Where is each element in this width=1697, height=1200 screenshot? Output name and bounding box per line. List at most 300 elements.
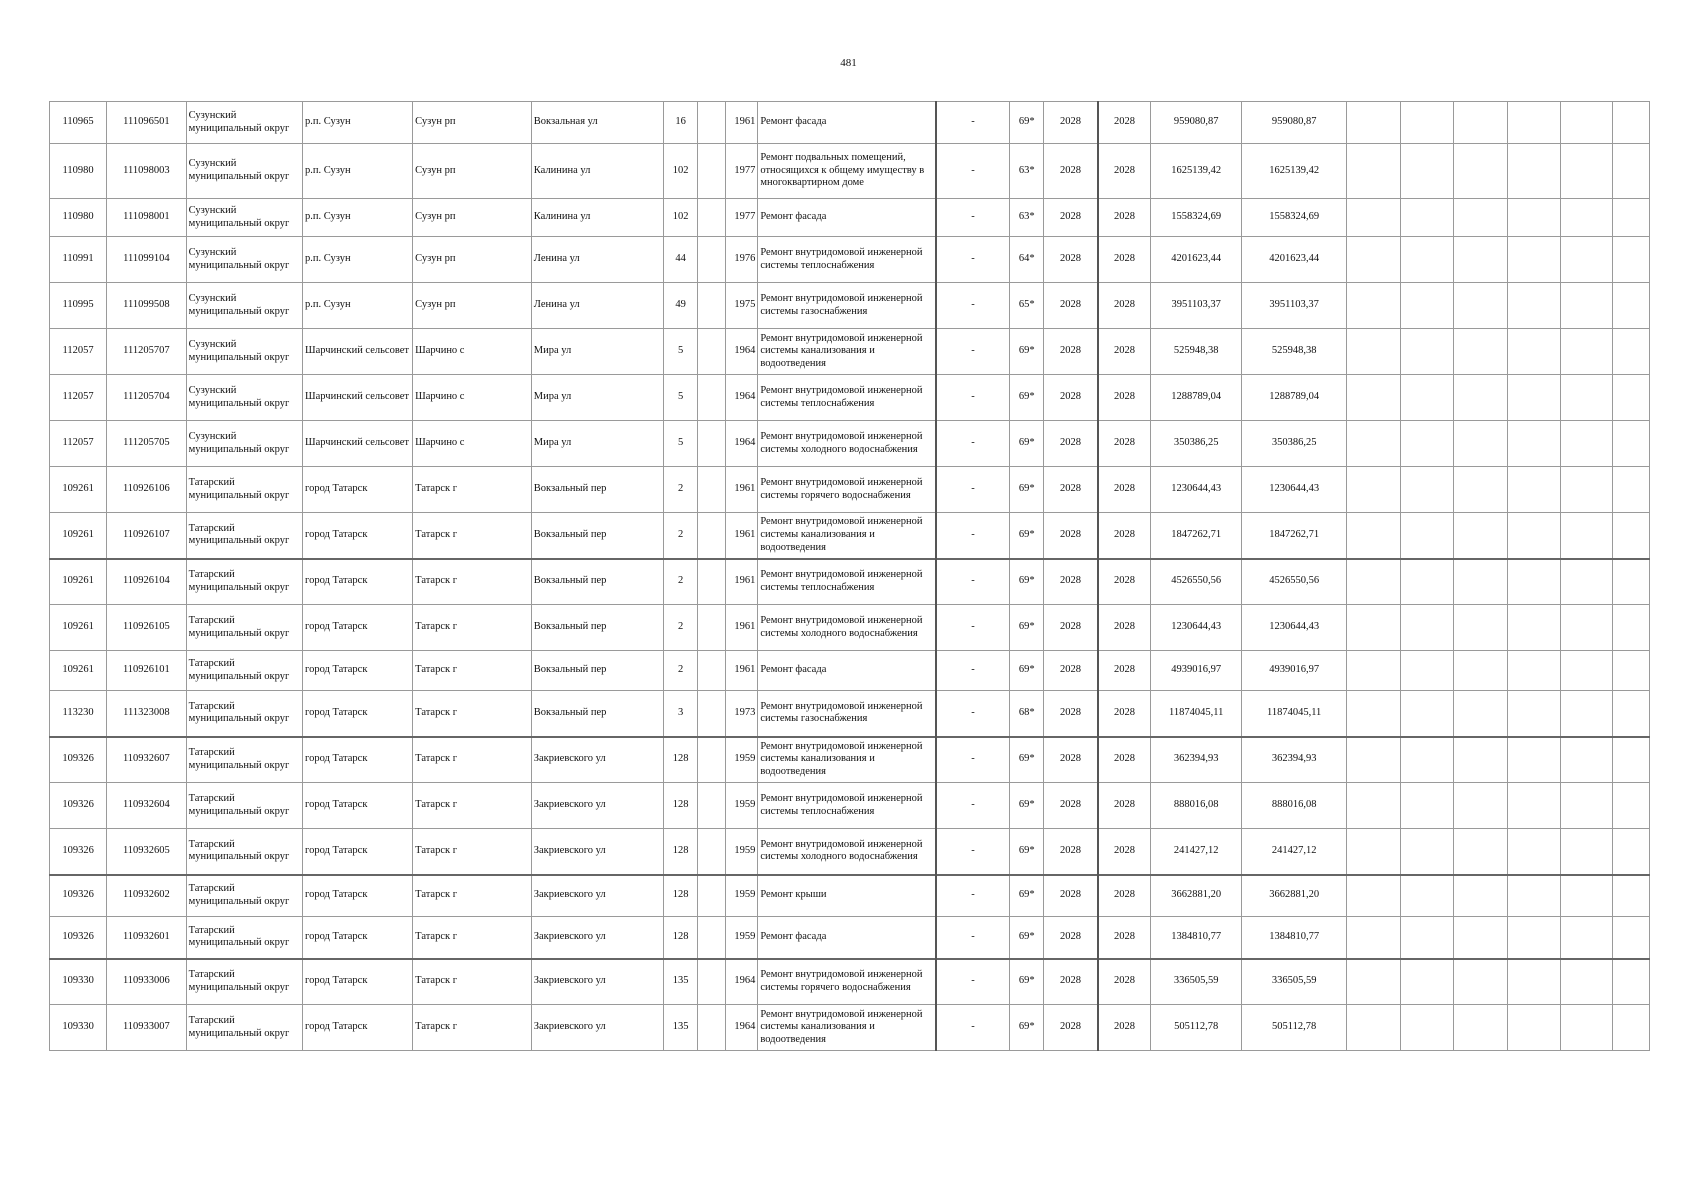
house-letter-cell bbox=[698, 959, 726, 1005]
cost-total-cell: 1625139,42 bbox=[1242, 144, 1347, 199]
house-id-cell: 109326 bbox=[50, 737, 107, 783]
build-year-cell: 1964 bbox=[725, 329, 758, 375]
cost-cell: 1288789,04 bbox=[1151, 375, 1242, 421]
work-id-cell: 111098001 bbox=[107, 199, 186, 237]
plan-year-2-cell: 2028 bbox=[1098, 651, 1151, 691]
house-letter-cell bbox=[698, 875, 726, 917]
locality-cell: Сузун рп bbox=[413, 237, 532, 283]
street-cell: Мира ул bbox=[531, 375, 663, 421]
wear-cell: 63* bbox=[1010, 144, 1044, 199]
table-row bbox=[50, 102, 1650, 144]
district-cell: Татарский муниципальный округ bbox=[186, 513, 302, 559]
work-id-cell: 111096501 bbox=[107, 102, 186, 144]
plan-year-2-cell: 2028 bbox=[1098, 329, 1151, 375]
wear-cell: 69* bbox=[1010, 1005, 1044, 1051]
dash-cell: - bbox=[936, 144, 1010, 199]
settlement-cell: Шарчинский сельсовет bbox=[303, 329, 413, 375]
empty-cell bbox=[1401, 959, 1454, 1005]
empty-cell bbox=[1507, 1005, 1560, 1051]
cost-total-cell: 1230644,43 bbox=[1242, 467, 1347, 513]
empty-cell bbox=[1507, 875, 1560, 917]
plan-year-2-cell: 2028 bbox=[1098, 199, 1151, 237]
empty-cell bbox=[1453, 875, 1507, 917]
house-number-cell: 135 bbox=[664, 1005, 698, 1051]
district-cell: Татарский муниципальный округ bbox=[186, 691, 302, 737]
empty-cell bbox=[1560, 605, 1612, 651]
house-id-cell: 110995 bbox=[50, 283, 107, 329]
settlement-cell: город Татарск bbox=[303, 917, 413, 959]
empty-cell bbox=[1401, 375, 1454, 421]
empty-cell bbox=[1347, 375, 1401, 421]
locality-cell: Татарск г bbox=[413, 467, 532, 513]
wear-cell: 69* bbox=[1010, 559, 1044, 605]
empty-cell bbox=[1401, 783, 1454, 829]
cost-cell: 959080,87 bbox=[1151, 102, 1242, 144]
work-id-cell: 110932601 bbox=[107, 917, 186, 959]
street-cell: Вокзальный пер bbox=[531, 559, 663, 605]
empty-cell bbox=[1507, 237, 1560, 283]
house-letter-cell bbox=[698, 559, 726, 605]
locality-cell: Сузун рп bbox=[413, 283, 532, 329]
empty-cell bbox=[1612, 1005, 1649, 1051]
street-cell: Вокзальный пер bbox=[531, 651, 663, 691]
dash-cell: - bbox=[936, 1005, 1010, 1051]
empty-cell bbox=[1453, 237, 1507, 283]
empty-cell bbox=[1560, 237, 1612, 283]
cost-total-cell: 4201623,44 bbox=[1242, 237, 1347, 283]
work-id-cell: 111099508 bbox=[107, 283, 186, 329]
plan-year-2-cell: 2028 bbox=[1098, 783, 1151, 829]
street-cell: Вокзальный пер bbox=[531, 691, 663, 737]
house-id-cell: 109326 bbox=[50, 875, 107, 917]
cost-cell: 241427,12 bbox=[1151, 829, 1242, 875]
wear-cell: 69* bbox=[1010, 605, 1044, 651]
empty-cell bbox=[1347, 875, 1401, 917]
cost-cell: 1625139,42 bbox=[1151, 144, 1242, 199]
work-type-cell: Ремонт подвальных помещений, относящихся к общему имуществу в многоквартирном доме bbox=[758, 144, 936, 199]
dash-cell: - bbox=[936, 691, 1010, 737]
plan-year-2-cell: 2028 bbox=[1098, 144, 1151, 199]
cost-total-cell: 1847262,71 bbox=[1242, 513, 1347, 559]
empty-cell bbox=[1453, 959, 1507, 1005]
work-type-cell: Ремонт внутридомовой инженерной системы холодного водоснабжения bbox=[758, 605, 936, 651]
wear-cell: 69* bbox=[1010, 329, 1044, 375]
dash-cell: - bbox=[936, 651, 1010, 691]
house-number-cell: 2 bbox=[664, 651, 698, 691]
repair-register-table bbox=[49, 101, 1650, 1051]
house-id-cell: 109261 bbox=[50, 467, 107, 513]
district-cell: Татарский муниципальный округ bbox=[186, 467, 302, 513]
house-letter-cell bbox=[698, 199, 726, 237]
table-row bbox=[50, 144, 1650, 199]
district-cell: Татарский муниципальный округ bbox=[186, 917, 302, 959]
empty-cell bbox=[1347, 199, 1401, 237]
settlement-cell: город Татарск bbox=[303, 513, 413, 559]
settlement-cell: город Татарск bbox=[303, 737, 413, 783]
house-letter-cell bbox=[698, 237, 726, 283]
work-id-cell: 110926105 bbox=[107, 605, 186, 651]
cost-total-cell: 336505,59 bbox=[1242, 959, 1347, 1005]
street-cell: Вокзальный пер bbox=[531, 467, 663, 513]
street-cell: Вокзальная ул bbox=[531, 102, 663, 144]
empty-cell bbox=[1612, 102, 1649, 144]
empty-cell bbox=[1612, 199, 1649, 237]
settlement-cell: город Татарск bbox=[303, 1005, 413, 1051]
settlement-cell: город Татарск bbox=[303, 605, 413, 651]
cost-cell: 11874045,11 bbox=[1151, 691, 1242, 737]
house-id-cell: 110965 bbox=[50, 102, 107, 144]
dash-cell: - bbox=[936, 375, 1010, 421]
empty-cell bbox=[1507, 783, 1560, 829]
empty-cell bbox=[1401, 237, 1454, 283]
work-type-cell: Ремонт фасада bbox=[758, 102, 936, 144]
empty-cell bbox=[1560, 144, 1612, 199]
settlement-cell: город Татарск bbox=[303, 875, 413, 917]
locality-cell: Татарск г bbox=[413, 605, 532, 651]
dash-cell: - bbox=[936, 467, 1010, 513]
locality-cell: Шарчино с bbox=[413, 329, 532, 375]
street-cell: Закриевского ул bbox=[531, 1005, 663, 1051]
build-year-cell: 1964 bbox=[725, 421, 758, 467]
district-cell: Татарский муниципальный округ bbox=[186, 829, 302, 875]
empty-cell bbox=[1612, 144, 1649, 199]
empty-cell bbox=[1612, 513, 1649, 559]
empty-cell bbox=[1347, 513, 1401, 559]
empty-cell bbox=[1507, 559, 1560, 605]
cost-cell: 336505,59 bbox=[1151, 959, 1242, 1005]
empty-cell bbox=[1401, 605, 1454, 651]
wear-cell: 63* bbox=[1010, 199, 1044, 237]
empty-cell bbox=[1560, 917, 1612, 959]
build-year-cell: 1973 bbox=[725, 691, 758, 737]
dash-cell: - bbox=[936, 329, 1010, 375]
empty-cell bbox=[1507, 144, 1560, 199]
locality-cell: Татарск г bbox=[413, 737, 532, 783]
empty-cell bbox=[1612, 959, 1649, 1005]
house-number-cell: 16 bbox=[664, 102, 698, 144]
cost-cell: 505112,78 bbox=[1151, 1005, 1242, 1051]
build-year-cell: 1961 bbox=[725, 605, 758, 651]
house-number-cell: 2 bbox=[664, 513, 698, 559]
locality-cell: Сузун рп bbox=[413, 102, 532, 144]
street-cell: Мира ул bbox=[531, 421, 663, 467]
house-letter-cell bbox=[698, 1005, 726, 1051]
empty-cell bbox=[1453, 737, 1507, 783]
plan-year-cell: 2028 bbox=[1044, 102, 1098, 144]
street-cell: Закриевского ул bbox=[531, 737, 663, 783]
settlement-cell: р.п. Сузун bbox=[303, 283, 413, 329]
street-cell: Закриевского ул bbox=[531, 917, 663, 959]
empty-cell bbox=[1507, 605, 1560, 651]
empty-cell bbox=[1453, 144, 1507, 199]
empty-cell bbox=[1507, 829, 1560, 875]
dash-cell: - bbox=[936, 421, 1010, 467]
house-number-cell: 5 bbox=[664, 375, 698, 421]
empty-cell bbox=[1560, 829, 1612, 875]
street-cell: Закриевского ул bbox=[531, 829, 663, 875]
dash-cell: - bbox=[936, 783, 1010, 829]
empty-cell bbox=[1612, 917, 1649, 959]
plan-year-cell: 2028 bbox=[1044, 783, 1098, 829]
work-id-cell: 111323008 bbox=[107, 691, 186, 737]
district-cell: Татарский муниципальный округ bbox=[186, 559, 302, 605]
table-row bbox=[50, 283, 1650, 329]
plan-year-cell: 2028 bbox=[1044, 144, 1098, 199]
dash-cell: - bbox=[936, 959, 1010, 1005]
empty-cell bbox=[1560, 513, 1612, 559]
empty-cell bbox=[1507, 651, 1560, 691]
work-type-cell: Ремонт внутридомовой инженерной системы газоснабжения bbox=[758, 283, 936, 329]
house-id-cell: 110980 bbox=[50, 144, 107, 199]
empty-cell bbox=[1401, 329, 1454, 375]
plan-year-cell: 2028 bbox=[1044, 513, 1098, 559]
work-type-cell: Ремонт крыши bbox=[758, 875, 936, 917]
cost-total-cell: 1288789,04 bbox=[1242, 375, 1347, 421]
locality-cell: Татарск г bbox=[413, 783, 532, 829]
empty-cell bbox=[1453, 421, 1507, 467]
table-row bbox=[50, 737, 1650, 783]
locality-cell: Татарск г bbox=[413, 691, 532, 737]
house-number-cell: 128 bbox=[664, 737, 698, 783]
cost-total-cell: 3951103,37 bbox=[1242, 283, 1347, 329]
plan-year-cell: 2028 bbox=[1044, 691, 1098, 737]
house-number-cell: 135 bbox=[664, 959, 698, 1005]
house-letter-cell bbox=[698, 651, 726, 691]
street-cell: Ленина ул bbox=[531, 237, 663, 283]
empty-cell bbox=[1347, 144, 1401, 199]
build-year-cell: 1959 bbox=[725, 737, 758, 783]
cost-total-cell: 241427,12 bbox=[1242, 829, 1347, 875]
empty-cell bbox=[1560, 329, 1612, 375]
table-body bbox=[50, 102, 1650, 1051]
district-cell: Татарский муниципальный округ bbox=[186, 605, 302, 651]
cost-total-cell: 4939016,97 bbox=[1242, 651, 1347, 691]
plan-year-cell: 2028 bbox=[1044, 467, 1098, 513]
build-year-cell: 1961 bbox=[725, 559, 758, 605]
empty-cell bbox=[1347, 559, 1401, 605]
work-type-cell: Ремонт фасада bbox=[758, 917, 936, 959]
empty-cell bbox=[1401, 737, 1454, 783]
house-letter-cell bbox=[698, 691, 726, 737]
empty-cell bbox=[1612, 467, 1649, 513]
house-id-cell: 109261 bbox=[50, 559, 107, 605]
table-row bbox=[50, 199, 1650, 237]
empty-cell bbox=[1560, 375, 1612, 421]
work-id-cell: 110932604 bbox=[107, 783, 186, 829]
cost-cell: 1230644,43 bbox=[1151, 467, 1242, 513]
house-number-cell: 44 bbox=[664, 237, 698, 283]
dash-cell: - bbox=[936, 199, 1010, 237]
district-cell: Татарский муниципальный округ bbox=[186, 783, 302, 829]
settlement-cell: город Татарск bbox=[303, 651, 413, 691]
plan-year-2-cell: 2028 bbox=[1098, 513, 1151, 559]
district-cell: Сузунский муниципальный округ bbox=[186, 199, 302, 237]
house-number-cell: 102 bbox=[664, 144, 698, 199]
empty-cell bbox=[1612, 875, 1649, 917]
locality-cell: Сузун рп bbox=[413, 199, 532, 237]
empty-cell bbox=[1401, 651, 1454, 691]
house-letter-cell bbox=[698, 737, 726, 783]
plan-year-cell: 2028 bbox=[1044, 651, 1098, 691]
house-letter-cell bbox=[698, 283, 726, 329]
empty-cell bbox=[1401, 283, 1454, 329]
table-row bbox=[50, 959, 1650, 1005]
locality-cell: Шарчино с bbox=[413, 421, 532, 467]
empty-cell bbox=[1347, 605, 1401, 651]
settlement-cell: Шарчинский сельсовет bbox=[303, 421, 413, 467]
table-row bbox=[50, 375, 1650, 421]
cost-total-cell: 4526550,56 bbox=[1242, 559, 1347, 605]
locality-cell: Татарск г bbox=[413, 559, 532, 605]
empty-cell bbox=[1453, 102, 1507, 144]
work-type-cell: Ремонт внутридомовой инженерной системы горячего водоснабжения bbox=[758, 467, 936, 513]
street-cell: Вокзальный пер bbox=[531, 605, 663, 651]
house-id-cell: 109261 bbox=[50, 605, 107, 651]
locality-cell: Татарск г bbox=[413, 875, 532, 917]
house-id-cell: 110991 bbox=[50, 237, 107, 283]
empty-cell bbox=[1401, 467, 1454, 513]
table-row bbox=[50, 421, 1650, 467]
district-cell: Сузунский муниципальный округ bbox=[186, 283, 302, 329]
house-id-cell: 109326 bbox=[50, 829, 107, 875]
empty-cell bbox=[1347, 691, 1401, 737]
cost-total-cell: 3662881,20 bbox=[1242, 875, 1347, 917]
plan-year-2-cell: 2028 bbox=[1098, 1005, 1151, 1051]
empty-cell bbox=[1453, 375, 1507, 421]
district-cell: Татарский муниципальный округ bbox=[186, 1005, 302, 1051]
cost-total-cell: 525948,38 bbox=[1242, 329, 1347, 375]
table-row bbox=[50, 1005, 1650, 1051]
empty-cell bbox=[1507, 959, 1560, 1005]
build-year-cell: 1975 bbox=[725, 283, 758, 329]
empty-cell bbox=[1347, 783, 1401, 829]
district-cell: Сузунский муниципальный округ bbox=[186, 237, 302, 283]
wear-cell: 65* bbox=[1010, 283, 1044, 329]
dash-cell: - bbox=[936, 559, 1010, 605]
plan-year-2-cell: 2028 bbox=[1098, 237, 1151, 283]
empty-cell bbox=[1612, 237, 1649, 283]
table-row bbox=[50, 829, 1650, 875]
locality-cell: Татарск г bbox=[413, 513, 532, 559]
plan-year-cell: 2028 bbox=[1044, 959, 1098, 1005]
house-letter-cell bbox=[698, 605, 726, 651]
empty-cell bbox=[1347, 421, 1401, 467]
settlement-cell: Шарчинский сельсовет bbox=[303, 375, 413, 421]
build-year-cell: 1964 bbox=[725, 959, 758, 1005]
empty-cell bbox=[1507, 421, 1560, 467]
plan-year-cell: 2028 bbox=[1044, 737, 1098, 783]
empty-cell bbox=[1453, 829, 1507, 875]
empty-cell bbox=[1612, 605, 1649, 651]
work-id-cell: 110926107 bbox=[107, 513, 186, 559]
build-year-cell: 1961 bbox=[725, 651, 758, 691]
work-type-cell: Ремонт внутридомовой инженерной системы теплоснабжения bbox=[758, 783, 936, 829]
empty-cell bbox=[1453, 329, 1507, 375]
work-type-cell: Ремонт внутридомовой инженерной системы теплоснабжения bbox=[758, 237, 936, 283]
work-type-cell: Ремонт внутридомовой инженерной системы канализования и водоотведения bbox=[758, 513, 936, 559]
plan-year-2-cell: 2028 bbox=[1098, 959, 1151, 1005]
wear-cell: 69* bbox=[1010, 102, 1044, 144]
house-number-cell: 2 bbox=[664, 559, 698, 605]
wear-cell: 69* bbox=[1010, 959, 1044, 1005]
house-id-cell: 109326 bbox=[50, 783, 107, 829]
house-id-cell: 112057 bbox=[50, 421, 107, 467]
cost-total-cell: 505112,78 bbox=[1242, 1005, 1347, 1051]
empty-cell bbox=[1453, 1005, 1507, 1051]
empty-cell bbox=[1612, 283, 1649, 329]
empty-cell bbox=[1453, 651, 1507, 691]
empty-cell bbox=[1612, 651, 1649, 691]
plan-year-cell: 2028 bbox=[1044, 375, 1098, 421]
work-id-cell: 110926104 bbox=[107, 559, 186, 605]
build-year-cell: 1961 bbox=[725, 102, 758, 144]
build-year-cell: 1976 bbox=[725, 237, 758, 283]
table-row bbox=[50, 783, 1650, 829]
street-cell: Калинина ул bbox=[531, 199, 663, 237]
dash-cell: - bbox=[936, 605, 1010, 651]
street-cell: Закриевского ул bbox=[531, 875, 663, 917]
work-type-cell: Ремонт внутридомовой инженерной системы канализования и водоотведения bbox=[758, 329, 936, 375]
empty-cell bbox=[1347, 237, 1401, 283]
cost-total-cell: 11874045,11 bbox=[1242, 691, 1347, 737]
table-row bbox=[50, 329, 1650, 375]
plan-year-cell: 2028 bbox=[1044, 875, 1098, 917]
empty-cell bbox=[1453, 783, 1507, 829]
house-letter-cell bbox=[698, 375, 726, 421]
house-letter-cell bbox=[698, 513, 726, 559]
empty-cell bbox=[1347, 329, 1401, 375]
wear-cell: 69* bbox=[1010, 783, 1044, 829]
house-number-cell: 128 bbox=[664, 783, 698, 829]
plan-year-2-cell: 2028 bbox=[1098, 875, 1151, 917]
district-cell: Сузунский муниципальный округ bbox=[186, 421, 302, 467]
plan-year-cell: 2028 bbox=[1044, 1005, 1098, 1051]
empty-cell bbox=[1347, 917, 1401, 959]
empty-cell bbox=[1347, 651, 1401, 691]
house-letter-cell bbox=[698, 829, 726, 875]
house-id-cell: 112057 bbox=[50, 375, 107, 421]
empty-cell bbox=[1560, 691, 1612, 737]
plan-year-cell: 2028 bbox=[1044, 199, 1098, 237]
build-year-cell: 1959 bbox=[725, 917, 758, 959]
house-number-cell: 5 bbox=[664, 421, 698, 467]
wear-cell: 68* bbox=[1010, 691, 1044, 737]
empty-cell bbox=[1560, 737, 1612, 783]
district-cell: Татарский муниципальный округ bbox=[186, 651, 302, 691]
dash-cell: - bbox=[936, 829, 1010, 875]
dash-cell: - bbox=[936, 237, 1010, 283]
plan-year-cell: 2028 bbox=[1044, 829, 1098, 875]
wear-cell: 69* bbox=[1010, 875, 1044, 917]
work-type-cell: Ремонт фасада bbox=[758, 651, 936, 691]
district-cell: Сузунский муниципальный округ bbox=[186, 329, 302, 375]
empty-cell bbox=[1507, 283, 1560, 329]
empty-cell bbox=[1612, 691, 1649, 737]
district-cell: Татарский муниципальный округ bbox=[186, 737, 302, 783]
settlement-cell: город Татарск bbox=[303, 829, 413, 875]
table-row bbox=[50, 917, 1650, 959]
work-type-cell: Ремонт внутридомовой инженерной системы холодного водоснабжения bbox=[758, 421, 936, 467]
work-type-cell: Ремонт внутридомовой инженерной системы холодного водоснабжения bbox=[758, 829, 936, 875]
cost-total-cell: 362394,93 bbox=[1242, 737, 1347, 783]
page-number: 481 bbox=[840, 57, 857, 69]
empty-cell bbox=[1560, 959, 1612, 1005]
plan-year-2-cell: 2028 bbox=[1098, 421, 1151, 467]
empty-cell bbox=[1401, 917, 1454, 959]
empty-cell bbox=[1507, 102, 1560, 144]
work-id-cell: 110933006 bbox=[107, 959, 186, 1005]
house-number-cell: 128 bbox=[664, 875, 698, 917]
